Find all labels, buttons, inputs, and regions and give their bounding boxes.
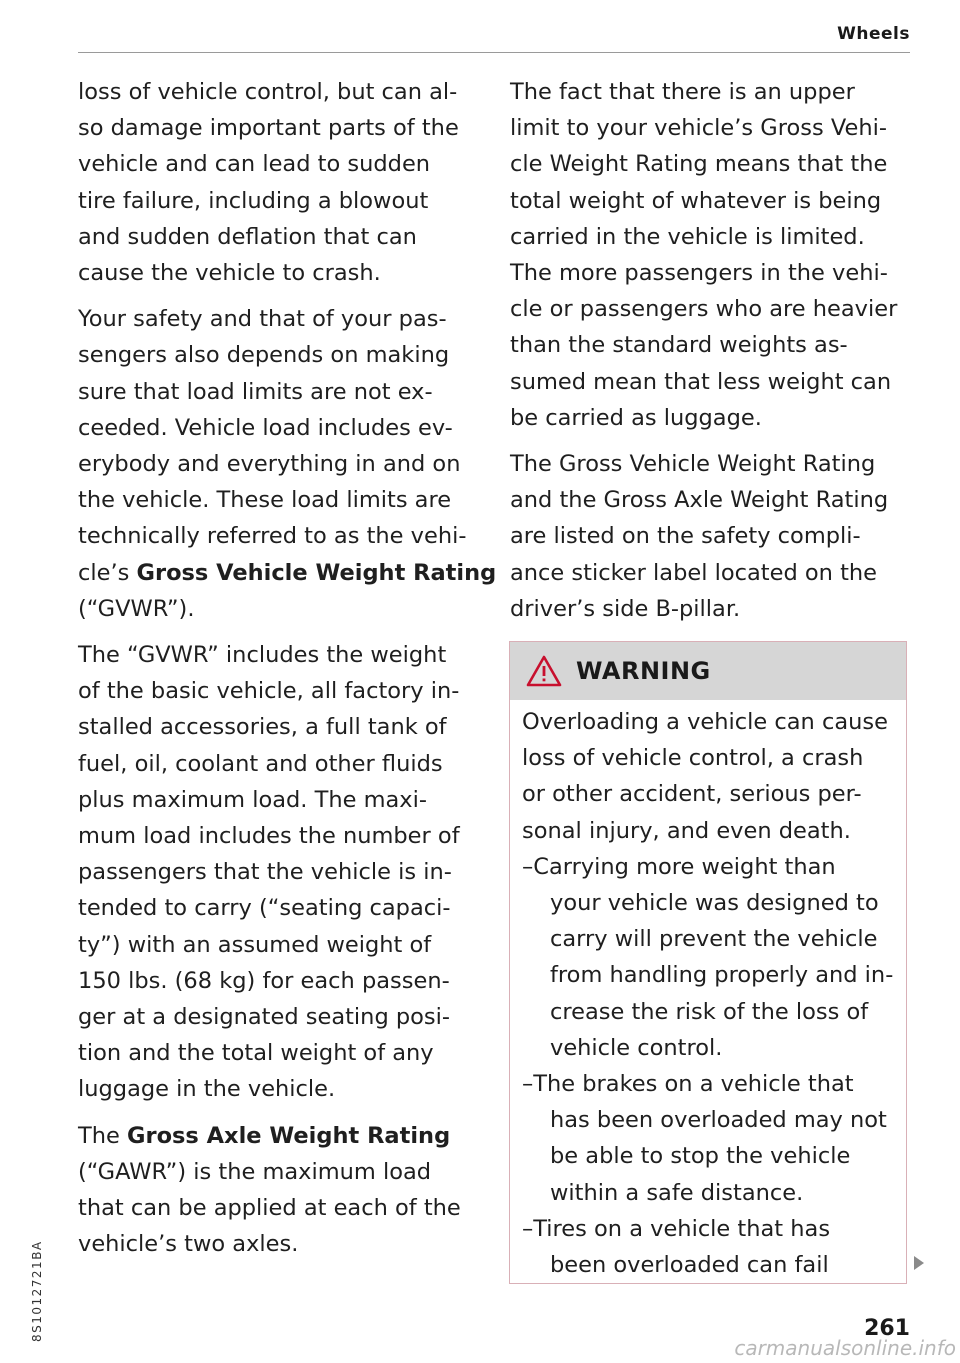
text-line: than the standard weights as-	[510, 332, 848, 359]
left-paragraph-3	[78, 637, 498, 1108]
warning-bullet	[522, 849, 896, 1066]
text-fragment: The	[78, 1122, 127, 1149]
text-line: crease the risk of the loss of	[550, 998, 869, 1025]
text-line: cle or passengers who are heavier	[510, 296, 898, 323]
text-line: –Tires on a vehicle that has	[522, 1215, 831, 1242]
text-line: Your safety and that of your pas-	[78, 306, 447, 333]
text-line: driver’s side B-pillar.	[510, 595, 741, 622]
text-line: fuel, oil, coolant and other fluids	[78, 750, 443, 777]
watermark: carmanualsonline.info	[734, 1336, 956, 1360]
text-line: be carried as luggage.	[510, 404, 762, 431]
document-code: 8S1012721BA	[30, 1240, 44, 1342]
warning-box	[509, 641, 907, 1284]
text-line: 150 lbs. (68 kg) for each passen-	[78, 967, 450, 994]
right-paragraph-2	[510, 446, 910, 627]
text-line: carried in the vehicle is limited.	[510, 223, 865, 250]
right-column	[510, 74, 910, 637]
warning-bullet	[522, 1211, 896, 1283]
text-line: cause the vehicle to crash.	[78, 260, 381, 287]
warning-title: WARNING	[576, 657, 711, 685]
text-line: technically referred to as the vehi-	[78, 523, 467, 550]
text-line	[78, 555, 498, 591]
bold-term-gawr: Gross Axle Weight Rating	[127, 1122, 451, 1149]
text-line: The fact that there is an upper	[510, 79, 855, 105]
page-header-title: Wheels	[837, 24, 910, 44]
text-line: (“GAWR”) is the maximum load	[78, 1158, 432, 1185]
text-line: The more passengers in the vehi-	[510, 260, 888, 287]
text-line: sumed mean that less weight can	[510, 368, 892, 395]
text-line: the vehicle. These load limits are	[78, 487, 452, 514]
text-line: tire failure, including a blowout	[78, 187, 429, 214]
text-line: your vehicle was designed to	[550, 890, 879, 917]
text-line: and the Gross Axle Weight Rating	[510, 487, 889, 514]
text-line: and sudden deflation that can	[78, 223, 417, 250]
text-line: Overloading a vehicle can cause	[522, 709, 888, 735]
warning-triangle-icon	[526, 655, 562, 687]
text-line: or other accident, serious per-	[522, 781, 862, 808]
text-line: has been overloaded may not	[550, 1107, 887, 1134]
text-line: erybody and everything in and on	[78, 451, 461, 478]
continue-arrow-icon	[914, 1256, 924, 1270]
bold-term-gvwr: Gross Vehicle Weight Rating	[136, 559, 497, 586]
right-paragraph-1	[510, 74, 910, 436]
text-line: loss of vehicle control, but can al-	[78, 79, 458, 105]
warning-bullet	[522, 1066, 896, 1211]
text-line: The Gross Vehicle Weight Rating	[510, 451, 876, 478]
text-line: luggage in the vehicle.	[78, 1076, 336, 1103]
text-line: passengers that the vehicle is in-	[78, 859, 452, 886]
text-line: loss of vehicle control, a crash	[522, 745, 864, 772]
text-line: cle Weight Rating means that the	[510, 151, 888, 178]
text-line: sonal injury, and even death.	[522, 817, 851, 844]
text-line: tion and the total weight of any	[78, 1040, 434, 1067]
text-line: ger at a designated seating posi-	[78, 1004, 451, 1031]
text-line: within a safe distance.	[550, 1179, 804, 1206]
text-line: vehicle and can lead to sudden	[78, 151, 431, 178]
left-paragraph-2	[78, 301, 498, 627]
text-line: ceeded. Vehicle load includes ev-	[78, 414, 453, 441]
text-line: mum load includes the number of	[78, 823, 460, 850]
text-line: sengers also depends on making	[78, 342, 450, 369]
text-line: of the basic vehicle, all factory in-	[78, 678, 460, 705]
text-line: vehicle control.	[550, 1034, 723, 1061]
text-line: be able to stop the vehicle	[550, 1143, 851, 1170]
warning-body	[510, 700, 906, 1283]
page-number: 261	[864, 1316, 910, 1341]
warning-header	[510, 642, 906, 700]
text-line: been overloaded can fail	[550, 1252, 829, 1279]
text-line: total weight of whatever is being	[510, 187, 882, 214]
left-paragraph-1	[78, 74, 498, 291]
text-line: that can be applied at each of the	[78, 1195, 461, 1222]
warning-intro	[522, 700, 896, 849]
header-rule	[78, 52, 910, 53]
text-line: tended to carry (“seating capaci-	[78, 895, 451, 922]
text-fragment: cle’s	[78, 559, 137, 586]
text-line: –Carrying more weight than	[522, 853, 836, 880]
text-line: (“GVWR”).	[78, 595, 195, 622]
text-line: ty”) with an assumed weight of	[78, 931, 432, 958]
text-line: plus maximum load. The maxi-	[78, 786, 427, 813]
text-line: carry will prevent the vehicle	[550, 926, 878, 953]
text-line: The “GVWR” includes the weight	[78, 642, 447, 669]
text-line: from handling properly and in-	[550, 962, 894, 989]
text-line: ance sticker label located on the	[510, 559, 877, 586]
text-line: vehicle’s two axles.	[78, 1231, 299, 1258]
text-line: –The brakes on a vehicle that	[522, 1071, 854, 1098]
text-line: sure that load limits are not ex-	[78, 378, 433, 405]
text-line: so damage important parts of the	[78, 115, 459, 142]
text-line: are listed on the safety compli-	[510, 523, 861, 550]
text-line: stalled accessories, a full tank of	[78, 714, 447, 741]
left-column	[78, 74, 498, 1273]
text-line: limit to your vehicle’s Gross Vehi-	[510, 115, 887, 142]
text-line	[78, 1118, 498, 1154]
left-paragraph-4	[78, 1118, 498, 1263]
